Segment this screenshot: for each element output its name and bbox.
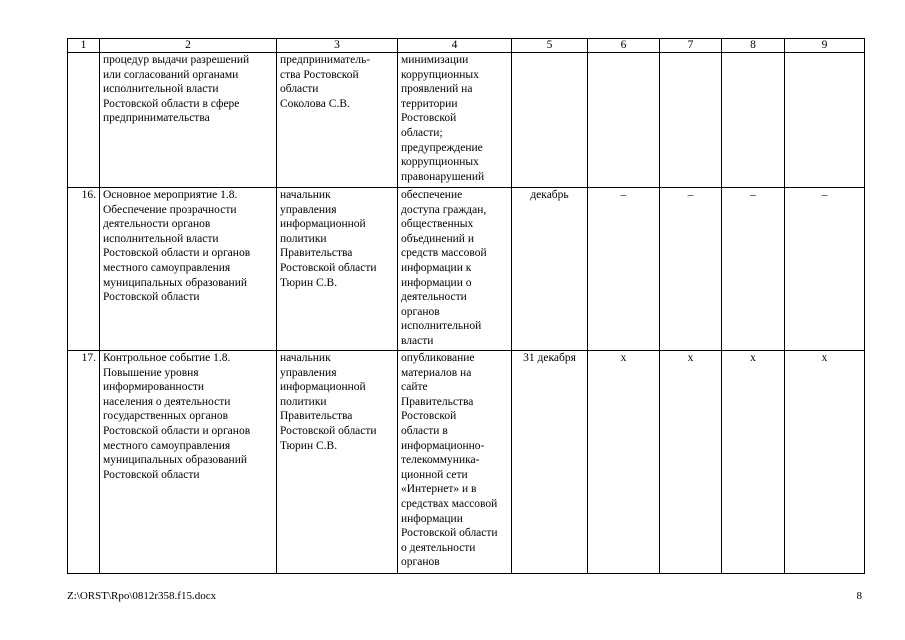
responsible-cell: начальник управления информационной политики Правительства Ростовской области Тюрин С.В.: [277, 351, 398, 574]
table-row: [68, 351, 865, 574]
header-cell: 6: [588, 39, 660, 53]
row-number: 17.: [68, 351, 100, 574]
value-cell: –: [660, 188, 722, 351]
table-row: [68, 53, 865, 188]
value-cell: х: [588, 351, 660, 574]
header-cell: 5: [512, 39, 588, 53]
result-cell: минимизации коррупционных проявлений на территории Ростовской области; предупреждение коррупционных правонарушений: [398, 53, 512, 188]
header-cell: 7: [660, 39, 722, 53]
page-number: 8: [856, 590, 862, 602]
header-row: [68, 39, 865, 53]
activity-cell: процедур выдачи разрешений или согласований органами исполнительной власти Ростовской области в сфере предпринимательства: [100, 53, 277, 188]
row-number: [68, 53, 100, 188]
header-cell: 4: [398, 39, 512, 53]
value-cell: [588, 53, 660, 188]
term-cell: [512, 53, 588, 188]
responsible-cell: предприниматель- ства Ростовской области Соколова С.В.: [277, 53, 398, 188]
header-cell: 2: [100, 39, 277, 53]
header-cell: 1: [68, 39, 100, 53]
row-number: 16.: [68, 188, 100, 351]
table-row: [68, 188, 865, 351]
value-cell: –: [722, 188, 785, 351]
value-cell: х: [722, 351, 785, 574]
term-cell: 31 декабря: [512, 351, 588, 574]
value-cell: –: [588, 188, 660, 351]
activity-cell: Контрольное событие 1.8. Повышение уровня информированности населения о деятельности государственных органов Ростовской области и органов местного самоуправления муниципальных образований Ростовской области: [100, 351, 277, 574]
header-cell: 8: [722, 39, 785, 53]
header-cell: 3: [277, 39, 398, 53]
footer-file-path: Z:\ORST\Rpo\0812r358.f15.docx: [67, 590, 217, 602]
term-cell: декабрь: [512, 188, 588, 351]
value-cell: [785, 53, 865, 188]
value-cell: [660, 53, 722, 188]
document-table: [67, 38, 865, 574]
responsible-cell: начальник управления информационной политики Правительства Ростовской области Тюрин С.В.: [277, 188, 398, 351]
activity-cell: Основное мероприятие 1.8. Обеспечение прозрачности деятельности органов исполнительной власти Ростовской области и органов местного самоуправления муниципальных образований Ростовской области: [100, 188, 277, 351]
result-cell: опубликование материалов на сайте Правительства Ростовской области в информационно- телекоммуника- ционной сети «Интернет» и в средствах массовой информации Ростовской области о деятельности органов: [398, 351, 512, 574]
value-cell: –: [785, 188, 865, 351]
value-cell: [722, 53, 785, 188]
value-cell: х: [660, 351, 722, 574]
result-cell: обеспечение доступа граждан, общественных объединений и средств массовой информации к информации о деятельности органов исполнительной власти: [398, 188, 512, 351]
header-cell: 9: [785, 39, 865, 53]
value-cell: х: [785, 351, 865, 574]
